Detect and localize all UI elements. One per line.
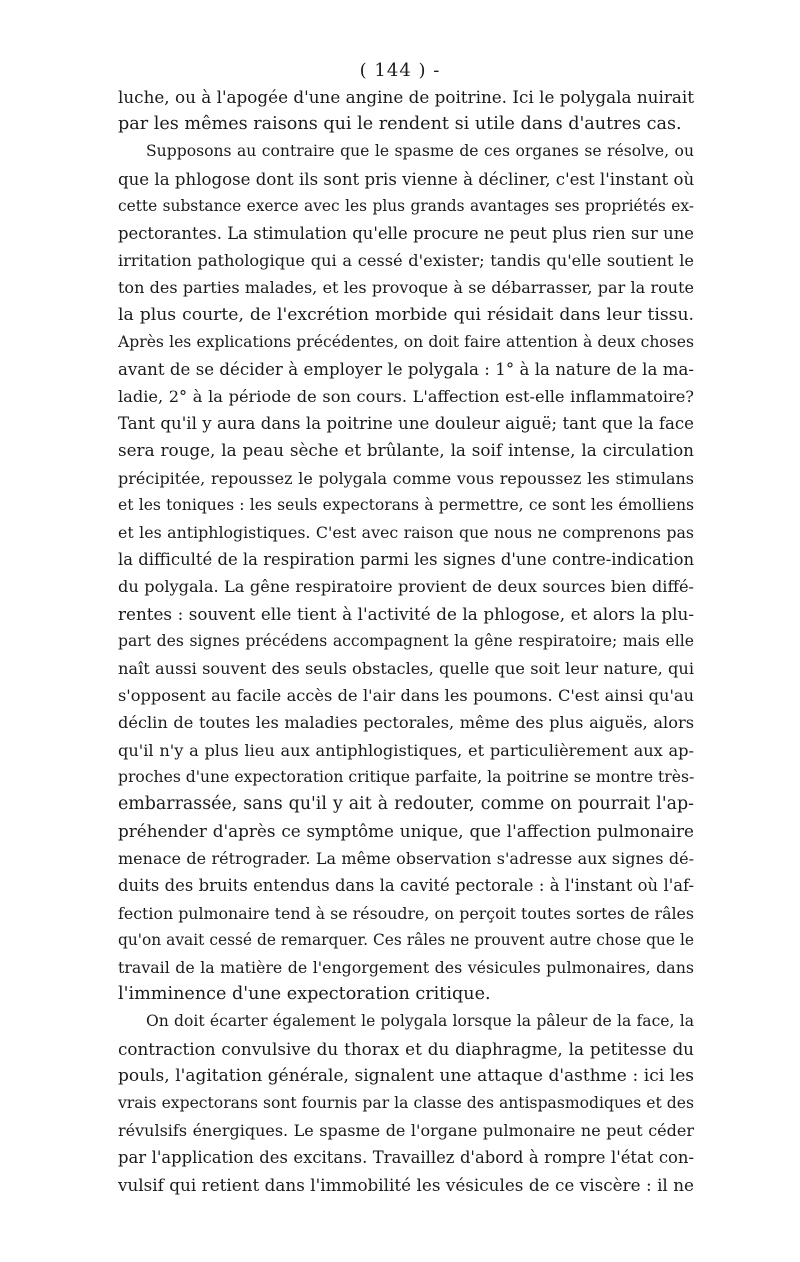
text-line: luche, ou à l'apogée d'une angine de poitrine. Ici le polygala nuirait <box>118 87 694 107</box>
page-number-header: ( 144 ) - <box>359 60 441 81</box>
text-line: naît aussi souvent des seuls obstacles, quelle que soit leur nature, qui <box>118 658 694 678</box>
text-line: ton des parties malades, et les provoque à se débarrasser, par la route <box>118 278 694 298</box>
text-line: préhender d'après ce symptôme unique, que l'affection pulmonaire <box>118 821 694 842</box>
text-line: par l'application des excitans. Travaillez d'abord à rompre l'état con- <box>118 1148 694 1168</box>
body-text <box>118 84 694 1199</box>
text-line: révulsifs énergiques. Le spasme de l'organe pulmonaire ne peut céder <box>118 1121 694 1141</box>
text-line: l'imminence d'une expectoration critique. <box>118 984 491 1005</box>
text-line: menace de rétrograder. La même observation s'adresse aux signes dé- <box>118 849 694 869</box>
text-line: du polygala. La gêne respiratoire provient de deux sources bien diffé- <box>118 577 694 597</box>
text-line: fection pulmonaire tend à se résoudre, on perçoit toutes sortes de râles <box>118 903 694 923</box>
text-line: et les antiphlogistiques. C'est avec raison que nous ne comprenons pas <box>118 523 694 542</box>
text-line: part des signes précédens accompagnent la gêne respiratoire; mais elle <box>118 631 694 650</box>
text-line: et les toniques : les seuls expectorans à permettre, ce sont les émolliens <box>118 495 694 514</box>
text-line: avant de se décider à employer le polygala : 1° à la nature de la ma- <box>118 359 694 379</box>
text-line: vrais expectorans sont fournis par la classe des antispasmodiques et des <box>118 1093 694 1112</box>
text-line: ladie, 2° à la période de son cours. L'affection est-elle inflammatoire? <box>118 387 694 407</box>
text-line: irritation pathologique qui a cessé d'exister; tandis qu'elle soutient le <box>118 251 694 271</box>
text-line: proches d'une expectoration critique parfaite, la poitrine se montre très- <box>118 767 695 786</box>
text-line: s'opposent au facile accès de l'air dans les poumons. C'est ainsi qu'au <box>118 686 694 706</box>
text-line: qu'on avait cessé de remarquer. Ces râles ne prouvent autre chose que le <box>118 930 694 949</box>
text-line: la difficulté de la respiration parmi les signes d'une contre-indication <box>118 550 694 570</box>
text-line: vulsif qui retient dans l'immobilité les vésicules de ce viscère : il ne <box>118 1174 694 1195</box>
text-line: Après les explications précédentes, on doit faire attention à deux choses <box>118 332 694 351</box>
text-line: pectorantes. La stimulation qu'elle procure ne peut plus rien sur une <box>118 223 694 243</box>
text-line: déclin de toutes les maladies pectorales, même des plus aiguës, alors <box>118 713 694 733</box>
text-line: rentes : souvent elle tient à l'activité de la phlogose, et alors la plu- <box>118 603 694 624</box>
text-line: travail de la matière de l'engorgement des vésicules pulmonaires, dans <box>118 958 694 977</box>
text-line: sera rouge, la peau sèche et brûlante, la soif intense, la circulation <box>118 440 694 461</box>
text-line: contraction convulsive du thorax et du diaphragme, la petitesse du <box>118 1038 694 1059</box>
text-line: On doit écarter également le polygala lorsque la pâleur de la face, la <box>146 1012 694 1031</box>
text-line: que la phlogose dont ils sont pris vienne à décliner, c'est l'instant où <box>118 169 695 189</box>
text-line: la plus courte, de l'excrétion morbide qui résidait dans leur tissu. <box>118 304 694 325</box>
text-line: embarrassée, sans qu'il y ait à redouter, comme on pourrait l'ap- <box>118 793 694 814</box>
text-line: par les mêmes raisons qui le rendent si utile dans d'autres cas. <box>118 114 682 135</box>
text-line: duits des bruits entendus dans la cavité pectorale : à l'instant où l'af- <box>118 876 694 896</box>
text-line: Tant qu'il y aura dans la poitrine une douleur aiguë; tant que la face <box>118 414 694 434</box>
text-line: pouls, l'agitation générale, signalent une attaque d'asthme : ici les <box>118 1065 694 1086</box>
text-line: Supposons au contraire que le spasme de ces organes se résolve, ou <box>146 142 694 161</box>
text-line: qu'il n'y a plus lieu aux antiphlogistiques, et particulièrement aux ap- <box>118 740 694 760</box>
text-line: cette substance exerce avec les plus grands avantages ses propriétés ex- <box>118 196 694 215</box>
text-line: précipitée, repoussez le polygala comme vous repoussez les stimulans <box>118 468 694 488</box>
